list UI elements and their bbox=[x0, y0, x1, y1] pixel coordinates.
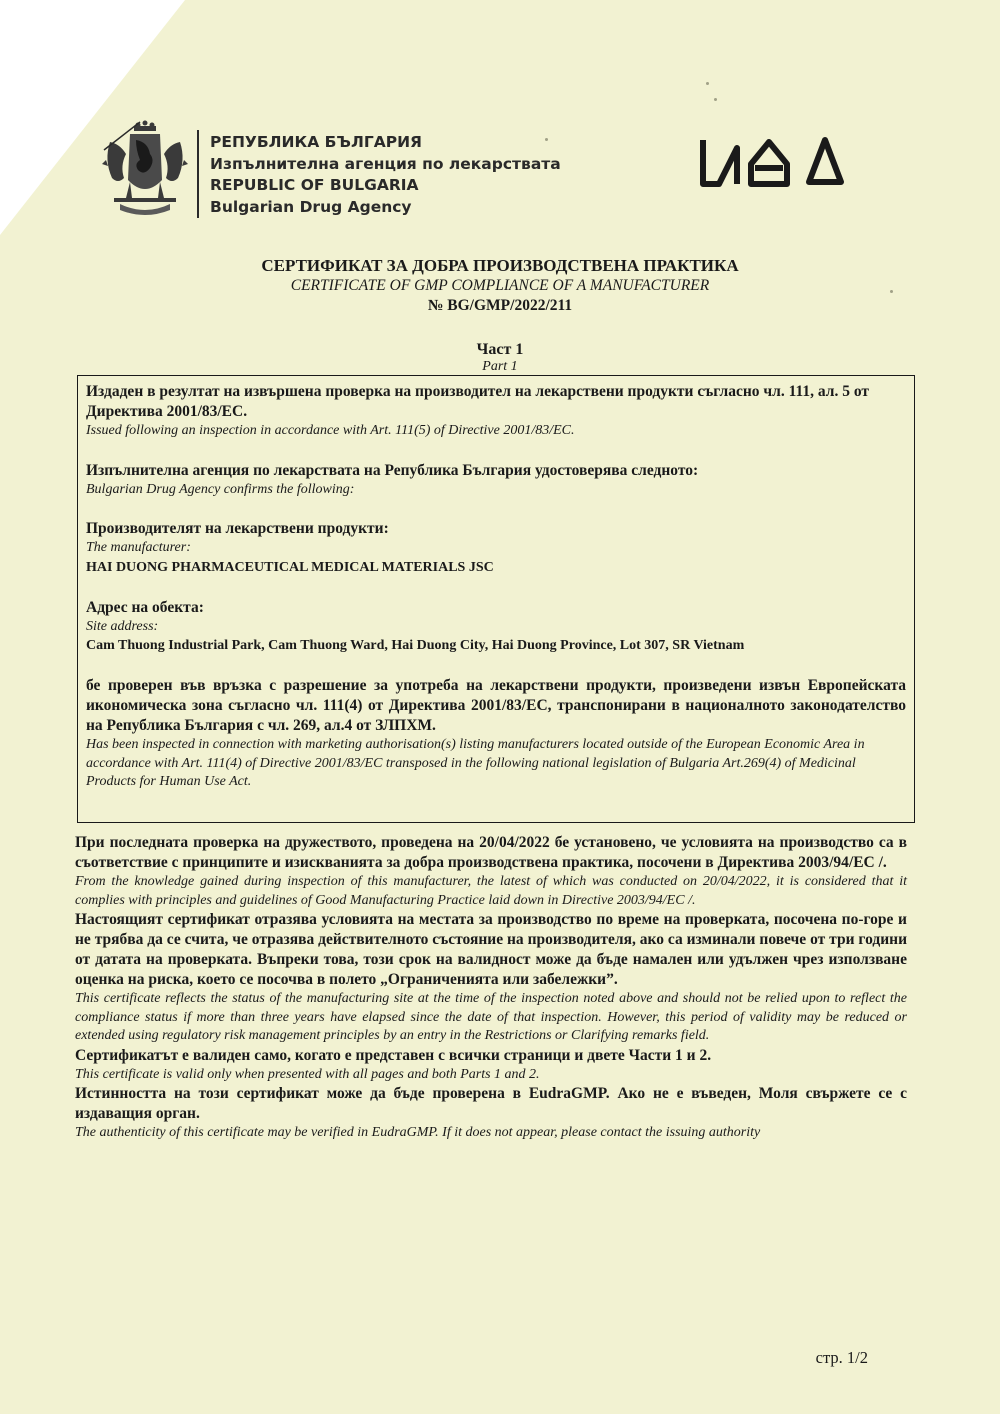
title-en: CERTIFICATE OF GMP COMPLIANCE OF A MANUFACTURER bbox=[290, 277, 710, 294]
ial-logo-icon bbox=[697, 134, 847, 190]
inspected-bg: бе проверен във връзка с разрешение за употреба на лекарствени продукти, произведени извън Европейската икономическа зона съгласно чл. 111(4) от Директива 2001/83/ЕС, транспонирани в националното законодателство на Република България с чл. 269, ал.4 от ЗЛПХМ. bbox=[86, 677, 906, 734]
scan-speck bbox=[545, 138, 548, 141]
paragraph-3-en: This certificate is valid only when presented with all pages and both Parts 1 and 2. bbox=[75, 1066, 540, 1082]
issued-en: Issued following an inspection in accordance with Art. 111(5) of Directive 2001/83/EC. bbox=[86, 423, 575, 438]
issued-bg: Издаден в резултат на извършена проверка на производител на лекарствени продукти съгласно чл. 111, ал. 5 от Директива 2001/83/ЕС. bbox=[86, 383, 869, 420]
manufacturer-label-bg: Производителят на лекарствени продукти: bbox=[86, 520, 389, 537]
site-label-bg: Адрес на обекта: bbox=[86, 598, 204, 616]
certificate-number: № BG/GMP/2022/211 bbox=[427, 297, 573, 314]
site-address: Cam Thuong Industrial Park, Cam Thuong Ward, Hai Duong City, Hai Duong Province, Lot 307, SR Vietnam bbox=[86, 638, 745, 653]
paragraph-2-en: This certificate reflects the status of the manufacturing site at the time of the inspection noted above and should not be relied upon to reflect the compliance status if more than three years have elapsed since the date of that inspection. However, this period of validity may be reduced or extended using regulatory risk management principles by an entry in the Restrictions or Clarifying remarks field. bbox=[75, 991, 907, 1043]
manufacturer-label-en: The manufacturer: bbox=[86, 540, 191, 555]
agency-line-3: REPUBLIC OF BULGARIA bbox=[210, 176, 419, 194]
inspected-en: Has been inspected in connection with marketing authorisation(s) listing manufacturers located outside of the European Economic Area in accordance with Art. 111(4) of Directive 2001/83/EC transposed in the following national legislation of Bulgaria Art.269(4) of Medicinal Products for Human Use Act. bbox=[86, 737, 865, 789]
bulgarian-coat-of-arms-icon bbox=[100, 120, 190, 225]
part-heading bbox=[0, 340, 1000, 375]
manufacturer-name: HAI DUONG PHARMACEUTICAL MEDICAL MATERIALS JSC bbox=[86, 559, 494, 575]
paragraph-3-bg: Сертификатът е валиден само, когато е представен с всички страници и двете Части 1 и 2. bbox=[75, 1046, 712, 1064]
paragraph-4-en: The authenticity of this certificate may be verified in EudraGMP. If it does not appear, please contact the issuing authority bbox=[75, 1125, 761, 1140]
paragraph-2-bg: Настоящият сертификат отразява условията на местата за производство по време на проверката, посочена по-горе и не трябва да се счита, че отразява действителното състояние на производителя, ако са изминали повече от три години от датата на проверката. Въпреки това, този срок на валидност може да бъде намален или удължен чрез използване оценка на риска, което се посочва в полето „Ограниченията или забележки”. bbox=[75, 911, 907, 988]
paragraph-1-en: From the knowledge gained during inspection of this manufacturer, the latest of which was conducted on 20/04/2022, it is considered that it complies with principles and guidelines of Good Manufacturing Practice laid down in Directive 2003/94/EC /. bbox=[75, 874, 907, 908]
scan-speck bbox=[714, 98, 717, 101]
paragraph-4-bg: Истинността на този сертификат може да бъде проверена в EudraGMP. Ако не е въведен, Моля свържете се с издаващия орган. bbox=[75, 1085, 907, 1122]
agency-name-block bbox=[210, 132, 561, 218]
page-number: стр. 1/2 bbox=[815, 1348, 868, 1367]
scan-speck bbox=[890, 290, 893, 293]
agency-line-4: Bulgarian Drug Agency bbox=[210, 197, 412, 216]
title-bg: СЕРТИФИКАТ ЗА ДОБРА ПРОИЗВОДСТВЕНА ПРАКТИКА bbox=[261, 256, 739, 275]
inspection-details-box bbox=[77, 375, 915, 823]
confirms-en: Bulgarian Drug Agency confirms the following: bbox=[86, 481, 355, 497]
scan-speck bbox=[706, 82, 709, 85]
agency-line-2: Изпълнителна агенция по лекарствата bbox=[210, 154, 561, 173]
confirms-bg: Изпълнителна агенция по лекарствата на Република България удостоверява следното: bbox=[86, 461, 699, 479]
certificate-title bbox=[0, 256, 1000, 316]
agency-line-1: РЕПУБЛИКА БЪЛГАРИЯ bbox=[210, 133, 422, 151]
site-label-en: Site address: bbox=[86, 618, 159, 634]
letterhead-divider bbox=[197, 130, 199, 218]
letterhead bbox=[100, 120, 880, 230]
paragraph-1-bg: При последната проверка на дружеството, проведена на 20/04/2022 бе установено, че условията на производство са в съответствие с принципите и изискванията за добра производствена практика, посочени в Директива 2003/94/ЕС /. bbox=[75, 834, 907, 871]
part-en: Part 1 bbox=[482, 359, 518, 374]
part-bg: Част 1 bbox=[476, 341, 524, 358]
certificate-body bbox=[75, 833, 907, 1143]
